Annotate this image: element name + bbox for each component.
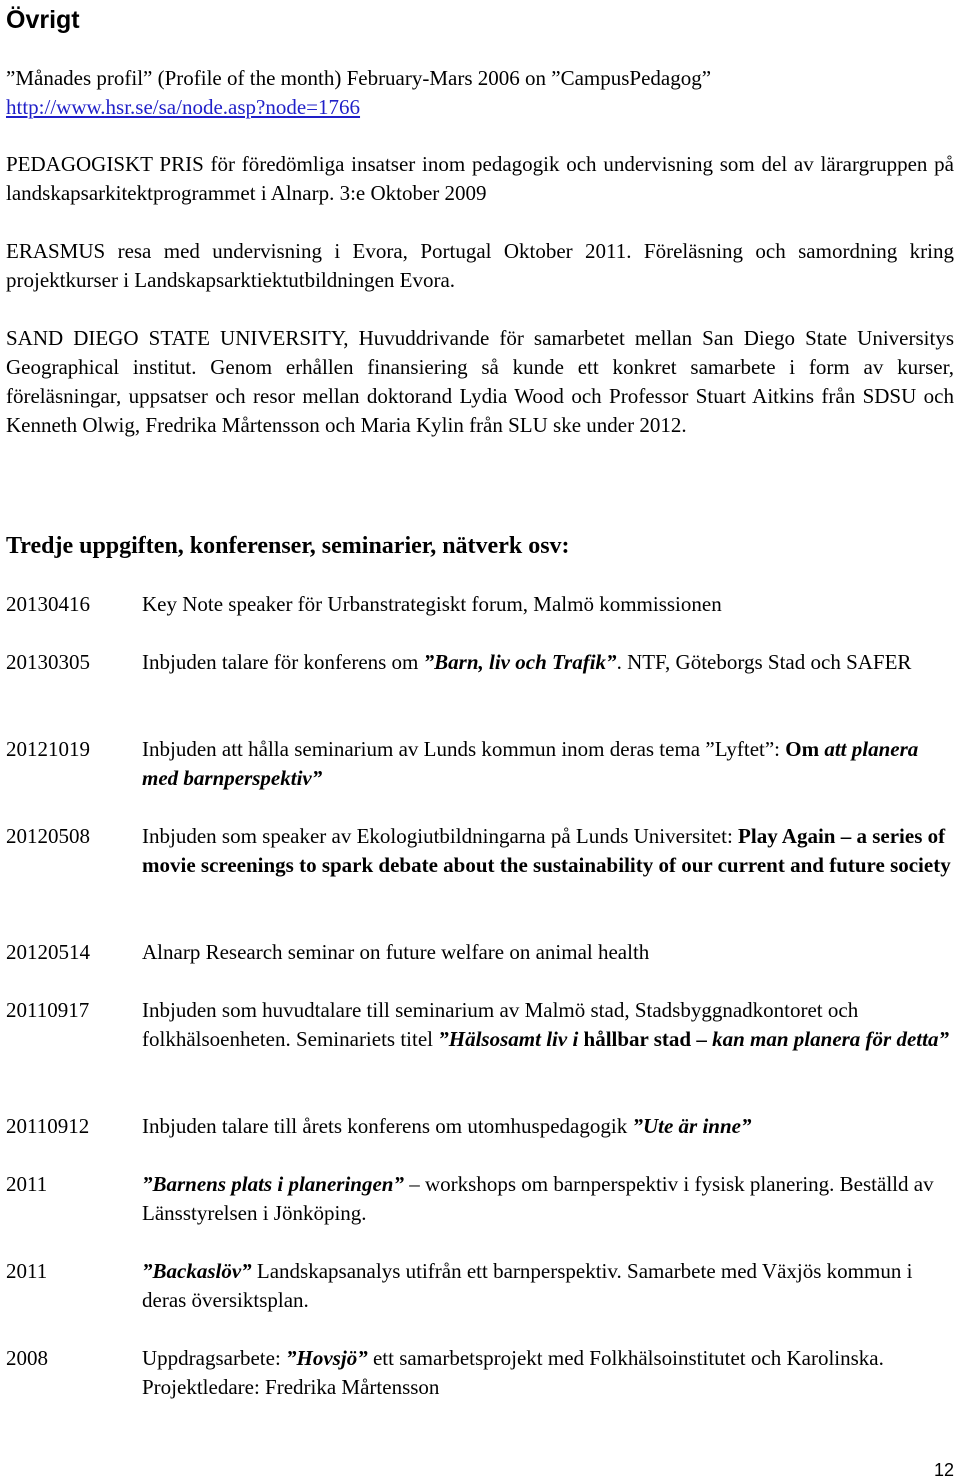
entry-title-bold: Om (785, 737, 825, 761)
entry-title-emphasis: ”Hälsosamt liv i (438, 1027, 584, 1051)
entry-text: Alnarp Research seminar on future welfare on animal health (142, 940, 650, 964)
entry-date: 2011 (6, 1259, 48, 1283)
entry-text-part: – workshops om barnperspektiv i fysisk planering. Beställd av Länsstyrelsen i Jönköping. (142, 1172, 934, 1225)
entry-date: 2011 (6, 1172, 48, 1196)
entry-date: 20130305 (6, 650, 90, 674)
entry-text-part: Landskapsanalys utifrån ett barnperspektiv. Samarbete med Växjös kommun i deras översiktsplan. (142, 1259, 913, 1312)
entry-text-part: Inbjuden som huvudtalare till seminarium av Malmö stad, Stadsbyggnadkontoret och folkhälsoenheten. Seminariets titel (142, 998, 859, 1051)
entry-date: 20110912 (6, 1114, 90, 1138)
entry-text (142, 822, 956, 880)
entry-date: 20120514 (6, 940, 90, 964)
erasmus-paragraph: ERASMUS resa med undervisning i Evora, Portugal Oktober 2011. Föreläsning och samordning kring projektkurser i Landskapsarktiektutbildningen Evora. (6, 239, 954, 292)
entry-text (142, 1112, 956, 1141)
entry-text-part: . NTF, Göteborgs Stad och SAFER (616, 650, 912, 674)
profile-text: ”Månades profil” (Profile of the month) February-Mars 2006 on ”CampusPedagog” (6, 66, 712, 90)
entry-date: 20121019 (6, 737, 90, 761)
entry-title-emphasis: ”Ute är inne” (632, 1114, 752, 1138)
san-diego-paragraph: SAND DIEGO STATE UNIVERSITY, Huvuddrivande för samarbetet mellan San Diego State Universitys Geographical institut. Genom erhållen finansiering så kunde ett konkret samarbete i form av kurser, föreläsningar, uppsatser och resor mellan doktorand Lydia Wood och Professor Stuart Aitkins från SDSU och Kenneth Olwig, Fredrika Mårtensson och Maria Kylin från SLU ske under 2012. (6, 326, 954, 437)
entry-date: 20120508 (6, 824, 90, 848)
entry-date: 20130416 (6, 592, 90, 616)
entry-title-bold: hållbar stad – (583, 1027, 713, 1051)
entry-text-part: Uppdragsarbete: (142, 1346, 287, 1370)
conferences-title: Tredje uppgiften, konferenser, seminarier, nätverk osv: (6, 533, 570, 559)
entry-text (142, 1257, 956, 1315)
entry-title-emphasis: ”Barn, liv och Trafik” (423, 650, 617, 674)
entry-text (142, 648, 956, 677)
entry-date: 2008 (6, 1346, 48, 1370)
entry-text-part: Inbjuden att hålla seminarium av Lunds kommun inom deras tema ”Lyftet”: (142, 737, 786, 761)
pedagogic-prize-paragraph: PEDAGOGISKT PRIS för föredömliga insatser inom pedagogik och undervisning som del av lärargruppen på landskapsarkitektprogrammet i Alnarp. 3:e Oktober 2009 (6, 152, 954, 205)
entry-text: Key Note speaker för Urbanstrategiskt forum, Malmö kommissionen (142, 592, 722, 616)
entry-title-emphasis: kan man planera för detta” (712, 1027, 949, 1051)
entry-text-part: Inbjuden som speaker av Ekologiutbildningarna på Lunds Universitet: (142, 824, 739, 848)
entry-title-emphasis: ”Hovsjö” (286, 1346, 368, 1370)
entry-title-emphasis: att planera med barnperspektiv” (142, 737, 919, 790)
entry-text (142, 1344, 956, 1402)
entry-title-emphasis: ”Barnens plats i planeringen” (142, 1172, 404, 1196)
entry-text (142, 996, 956, 1054)
entry-text (142, 735, 956, 793)
profile-paragraph (6, 64, 954, 122)
entry-text-part: Inbjuden talare till årets konferens om utomhuspedagogik (142, 1114, 633, 1138)
section-heading: Övrigt (6, 6, 80, 34)
profile-link[interactable]: http://www.hsr.se/sa/node.asp?node=1766 (6, 95, 361, 119)
page-number: 12 (933, 1460, 954, 1480)
entry-text (142, 1170, 956, 1228)
entry-date: 20110917 (6, 998, 90, 1022)
entry-text-part: Inbjuden talare för konferens om (142, 650, 424, 674)
entry-title-emphasis: ”Backaslöv” (142, 1259, 252, 1283)
entry-text-part: ett samarbetsprojekt med Folkhälsoinstitutet och Karolinska. Projektledare: Fredrika Mårtensson (142, 1346, 884, 1399)
entry-title-bold: Play Again – a series of movie screenings to spark debate about the sustainability of our current and future society (142, 824, 951, 877)
